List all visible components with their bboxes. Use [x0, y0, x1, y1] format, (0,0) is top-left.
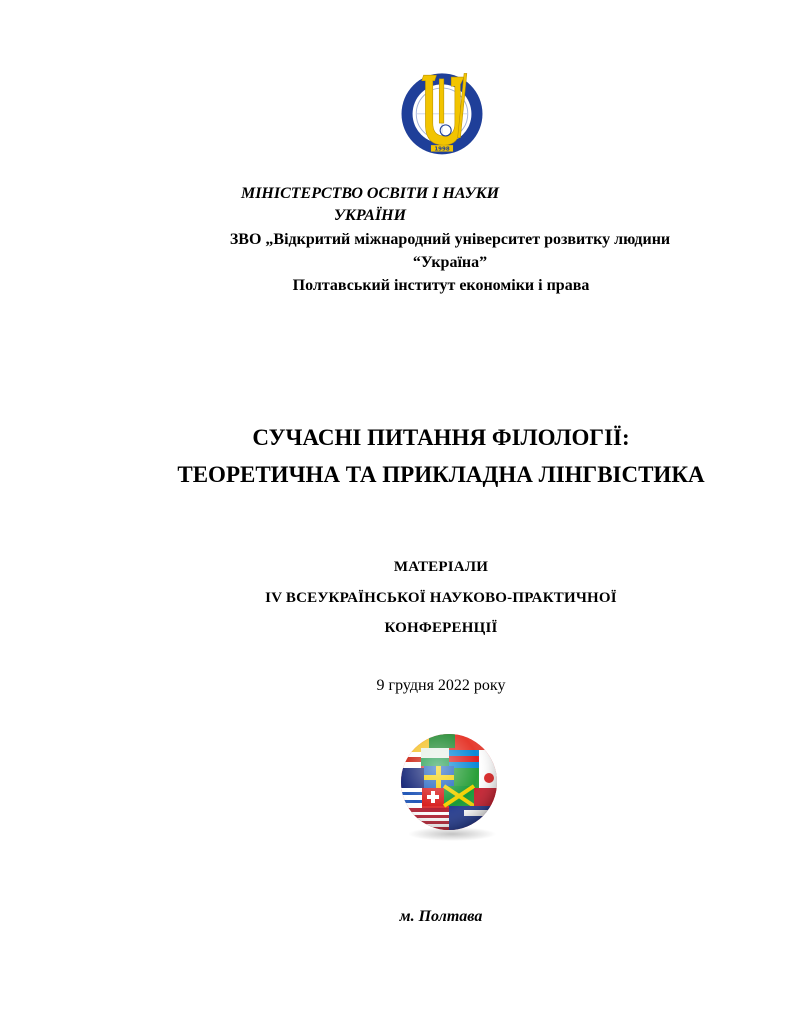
- svg-text:1998: 1998: [434, 146, 450, 153]
- city-name: м. Полтава: [399, 908, 483, 925]
- institute-name: Полтавський інститут економіки і права: [292, 277, 590, 294]
- ministry-line-1: МІНІСТЕРСТВО ОСВІТИ І НАУКИ: [240, 185, 500, 202]
- materials-label: МАТЕРІАЛИ: [393, 559, 489, 575]
- conference-word: КОНФЕРЕНЦІЇ: [384, 620, 498, 636]
- title-line-1: СУЧАСНІ ПИТАННЯ ФІЛОЛОГІЇ:: [252, 425, 630, 450]
- conference-line: IV ВСЕУКРАЇНСЬКОЇ НАУКОВО-ПРАКТИЧНОЇ: [265, 590, 617, 606]
- conference-date: 9 грудня 2022 року: [376, 677, 506, 694]
- university-emblem-icon: [396, 66, 488, 158]
- university-line-2: “Україна”: [412, 254, 488, 271]
- ministry-line-2: УКРАЇНИ: [333, 207, 407, 224]
- title-line-2: ТЕОРЕТИЧНА ТА ПРИКЛАДНА ЛІНГВІСТИКА: [177, 462, 705, 487]
- university-line-1: ЗВО „Відкритий міжнародний університет розвитку людини: [229, 231, 671, 248]
- flag-globe-icon: [394, 730, 504, 845]
